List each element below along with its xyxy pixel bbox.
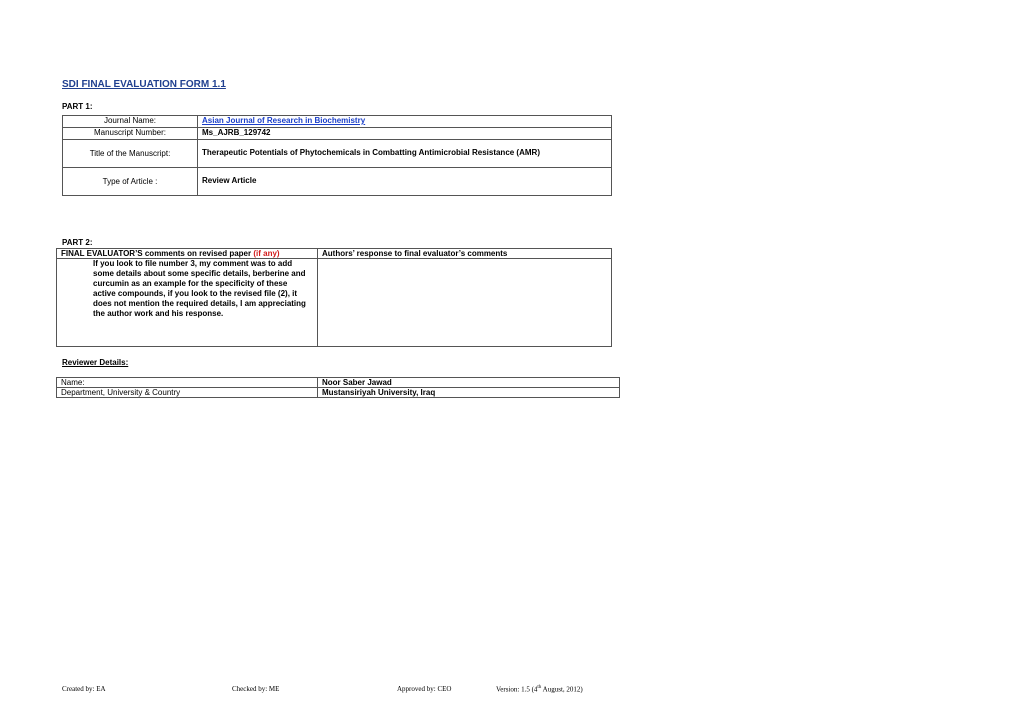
manuscript-number-label: Manuscript Number: [63,128,198,140]
journal-name-label: Journal Name: [63,116,198,128]
footer-version-suffix: August, 2012) [541,685,583,694]
reviewer-name-label: Name: [57,378,318,388]
authors-response-cell[interactable] [318,259,612,347]
reviewer-details-table [56,377,620,398]
evaluator-comments-header [57,249,318,259]
part1-heading: PART 1: [62,102,93,111]
footer-checked-by: Checked by: ME [232,685,280,693]
footer-approved-by: Approved by: CEO [397,685,452,693]
article-type-value: Review Article [198,168,612,196]
article-type-label: Type of Article : [63,168,198,196]
evaluator-comment-text: If you look to file number 3, my comment was to add some details about some specific details, berberine and curcumin as an example for the specificity of these active compounds, if you look to the revised file (2), it does not mention the required details, I am appreciating the author work and his response. [57,259,318,347]
footer-version-prefix: Version: 1.5 (4 [496,685,538,694]
reviewer-details-heading: Reviewer Details: [62,358,129,367]
footer-version-sup: th [537,685,542,690]
manuscript-number-value: Ms_AJRB_129742 [198,128,612,140]
evaluator-comments-table [56,248,612,347]
evaluator-comments-header-text: FINAL EVALUATOR’S comments on revised paper [61,249,252,258]
reviewer-name-value: Noor Saber Jawad [318,378,620,388]
manuscript-title-value: Therapeutic Potentials of Phytochemicals in Combatting Antimicrobial Resistance (AMR) [198,140,612,168]
manuscript-details-table [62,115,612,196]
journal-name-link[interactable]: Asian Journal of Research in Biochemistry [202,116,366,125]
footer-version [496,685,583,693]
part2-heading: PART 2: [62,238,93,247]
reviewer-affiliation-value: Mustansiriyah University, Iraq [318,388,620,398]
footer-created-by: Created by: EA [62,685,106,693]
reviewer-affiliation-label: Department, University & Country [57,388,318,398]
form-title: SDI FINAL EVALUATION FORM 1.1 [62,79,226,90]
authors-response-header: Authors’ response to final evaluator’s comments [318,249,612,259]
manuscript-title-label: Title of the Manuscript: [63,140,198,168]
evaluator-comments-header-note: (if any) [253,249,280,258]
